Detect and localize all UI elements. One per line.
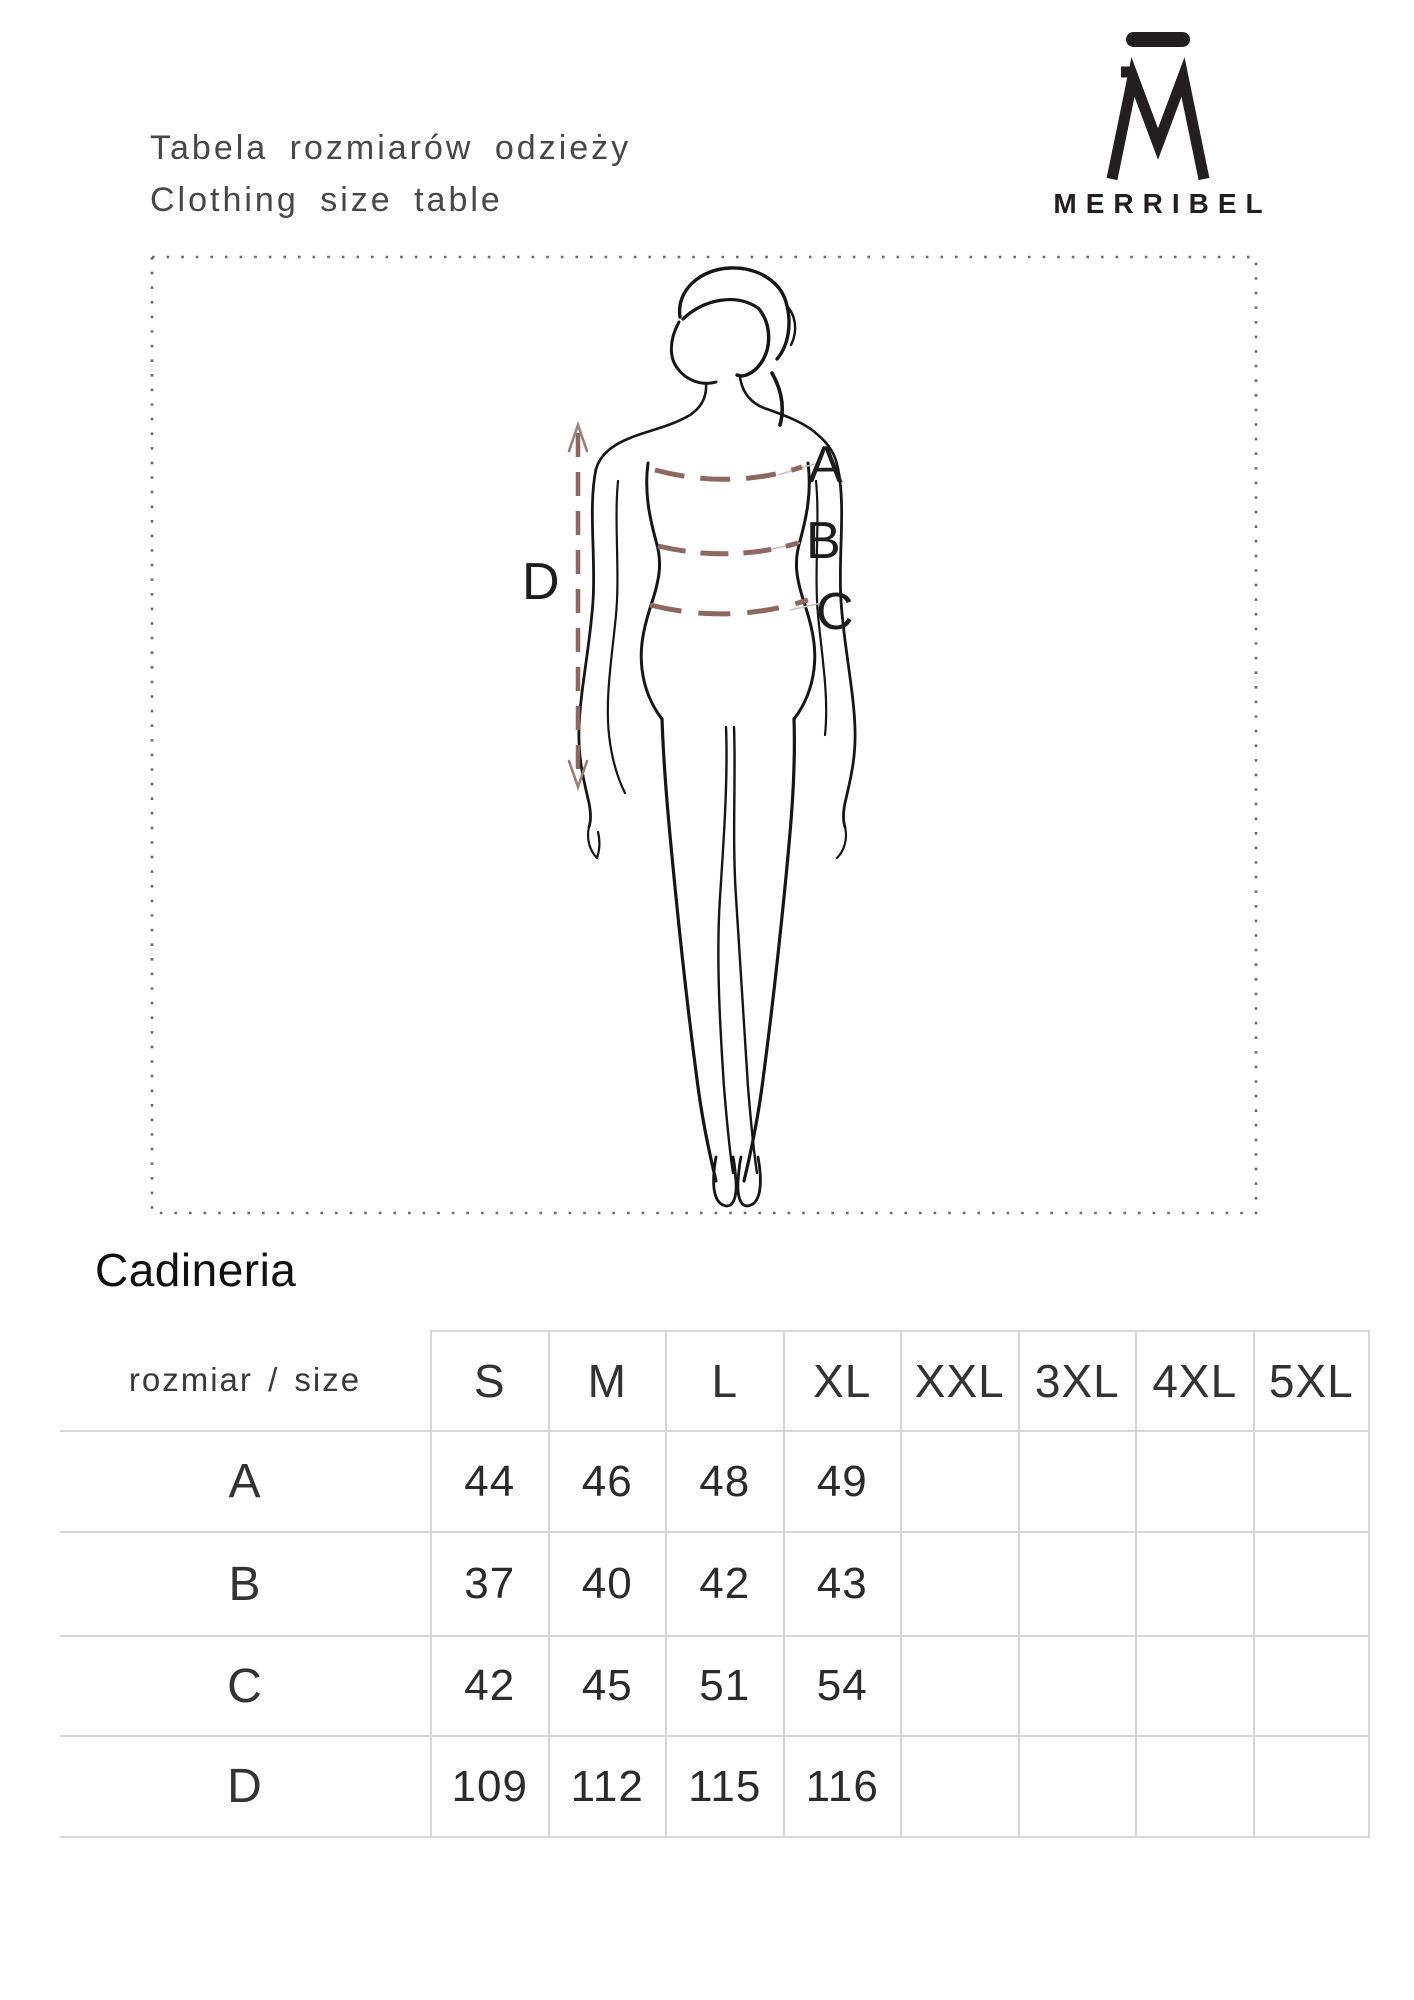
size-value-cell: 48 <box>665 1430 783 1531</box>
size-value-cell <box>900 1635 1018 1735</box>
size-value-cell <box>1135 1531 1253 1635</box>
size-value-cell: 112 <box>548 1735 666 1838</box>
measurement-diagram <box>150 255 1258 1215</box>
title-english: Clothing size table <box>150 181 503 219</box>
page-title <box>150 122 631 226</box>
merribel-m-icon <box>1093 30 1223 182</box>
size-value-cell: 45 <box>548 1635 666 1735</box>
size-value-cell <box>1018 1735 1136 1838</box>
row-label: A <box>60 1430 430 1531</box>
hip-measure-line <box>650 600 808 614</box>
size-value-cell <box>1135 1430 1253 1531</box>
size-value-cell: 51 <box>665 1635 783 1735</box>
size-column-header: S <box>430 1330 548 1430</box>
row-label: D <box>60 1735 430 1838</box>
label-B: B <box>806 512 841 570</box>
size-value-cell <box>1135 1635 1253 1735</box>
size-value-cell <box>1253 1635 1371 1735</box>
size-value-cell <box>1253 1735 1371 1838</box>
size-value-cell <box>900 1735 1018 1838</box>
size-value-cell: 46 <box>548 1430 666 1531</box>
size-table <box>60 1330 1370 1838</box>
size-value-cell: 115 <box>665 1735 783 1838</box>
size-value-cell <box>1018 1531 1136 1635</box>
product-name: Cadineria <box>95 1244 297 1296</box>
title-polish: Tabela rozmiarów odzieży <box>150 129 632 167</box>
row-header-label: rozmiar / size <box>128 1361 362 1398</box>
label-A: A <box>808 436 843 494</box>
size-value-cell <box>900 1531 1018 1635</box>
size-value-cell <box>1018 1635 1136 1735</box>
label-D: D <box>522 553 560 611</box>
brand-name: MERRIBEL <box>1053 188 1272 219</box>
brand-logo <box>1028 30 1288 220</box>
size-value-cell: 40 <box>548 1531 666 1635</box>
size-value-cell: 54 <box>783 1635 901 1735</box>
size-column-header: 5XL <box>1253 1330 1371 1430</box>
size-value-cell: 43 <box>783 1531 901 1635</box>
size-column-header: 4XL <box>1135 1330 1253 1430</box>
size-value-cell <box>900 1430 1018 1531</box>
bust-measure-line <box>655 467 802 479</box>
size-value-cell <box>1253 1430 1371 1531</box>
row-label: B <box>60 1531 430 1635</box>
size-column-header: L <box>665 1330 783 1430</box>
size-value-cell <box>1135 1735 1253 1838</box>
size-value-cell <box>1018 1430 1136 1531</box>
size-value-cell: 49 <box>783 1430 901 1531</box>
figure-sketch-illustration <box>150 255 1258 1215</box>
row-label: C <box>60 1635 430 1735</box>
size-column-header: 3XL <box>1018 1330 1136 1430</box>
size-value-cell <box>1253 1531 1371 1635</box>
size-value-cell: 42 <box>665 1531 783 1635</box>
label-C: C <box>816 583 854 641</box>
size-value-cell: 44 <box>430 1430 548 1531</box>
size-value-cell: 37 <box>430 1531 548 1635</box>
size-column-header: M <box>548 1330 666 1430</box>
size-column-header: XXL <box>900 1330 1018 1430</box>
size-value-cell: 109 <box>430 1735 548 1838</box>
size-column-header: XL <box>783 1330 901 1430</box>
size-value-cell: 42 <box>430 1635 548 1735</box>
size-value-cell: 116 <box>783 1735 901 1838</box>
